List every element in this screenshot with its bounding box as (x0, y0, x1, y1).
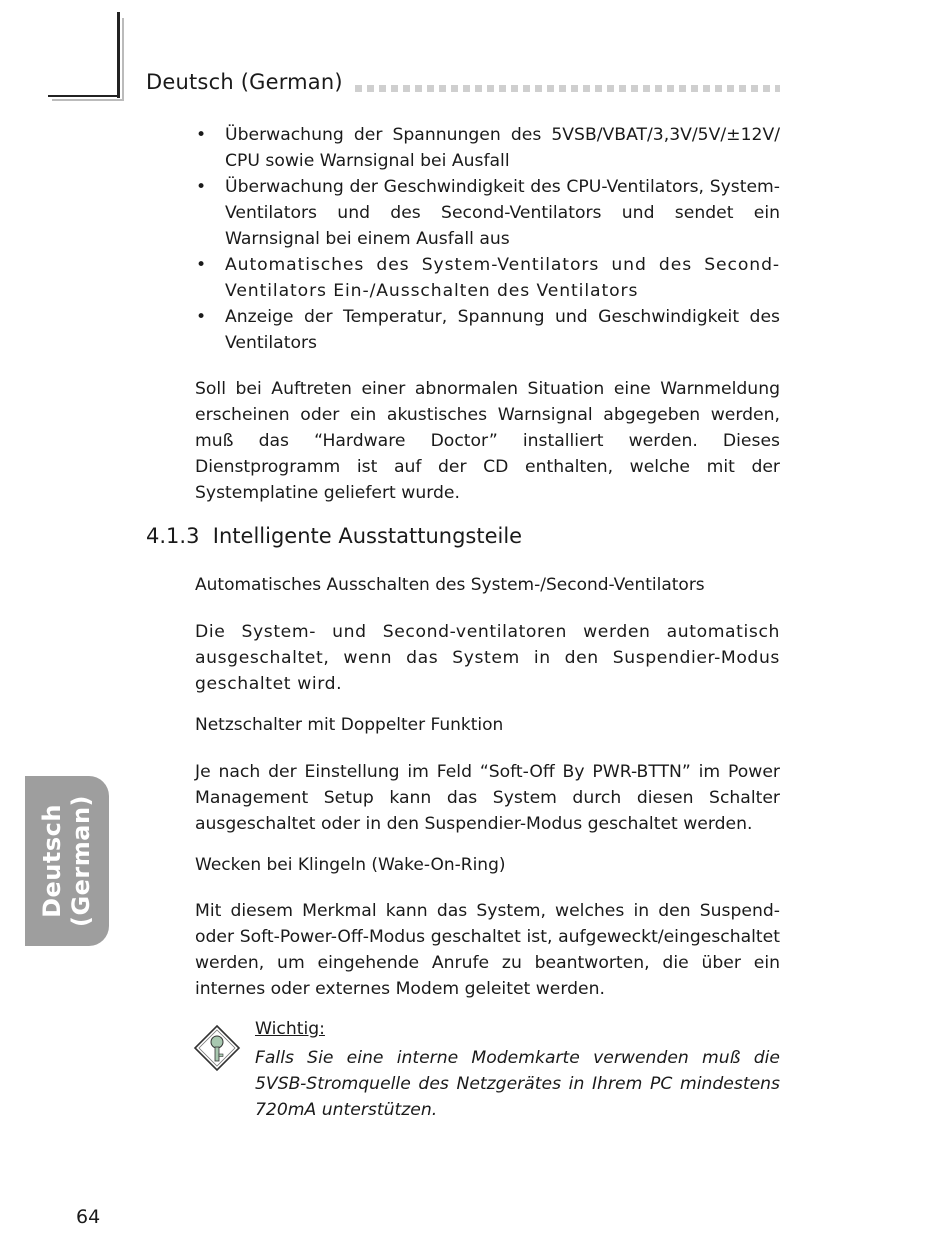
bullet-symbol: • (196, 307, 207, 327)
key-diamond-icon (193, 1024, 241, 1072)
page-number: 64 (76, 1206, 101, 1228)
section-heading (146, 524, 522, 548)
note-text: Falls Sie eine interne Modemkarte verwenden muß die 5VSB-Stromquelle des Netzgerätes in Ihrem PC mindestens 720mA unterstützen. (255, 1048, 797, 1120)
crop-mark-vertical (117, 12, 120, 98)
list-item: • Automatisches des System-Ventilators und des Second-Ventilators Ein-/Ausschalten des Ventilators (195, 252, 780, 304)
section-title: Intelligente Ausstattungsteile (212, 524, 523, 548)
crop-mark-vertical-shadow (122, 18, 124, 100)
list-item: • Anzeige der Temperatur, Spannung und Geschwindigkeit des Ventilators (195, 304, 780, 356)
crop-mark-horizontal (48, 95, 120, 97)
intro-paragraph: Soll bei Auftreten einer abnormalen Situation eine Warnmeldung erscheinen oder ein akustisches Warnsignal abgegeben werden, muß das “Hardware Doctor” installiert werden. Dieses Dienstprogramm ist auf der CD enthalten, welche mit der Systemplatine geliefert wurde. (195, 379, 780, 503)
list-item: • Überwachung der Spannungen des 5VSB/VBAT/3,3V/5V/±12V/ CPU sowie Warnsignal bei Ausfall (195, 122, 780, 174)
page-header-title: Deutsch (German) (146, 70, 343, 94)
subsection-text: Je nach der Einstellung im Feld “Soft-Off By PWR-BTTN” im Power Management Setup kann das System durch diesen Schalter ausgeschaltet oder in den Suspendier-Modus geschaltet werden. (195, 762, 780, 834)
side-tab-label: Deutsch (German) (38, 794, 96, 928)
feature-bullet-list (195, 122, 780, 356)
subsection-heading: Automatisches Ausschalten des System-/Second-Ventilators (195, 575, 705, 595)
list-item: • Überwachung der Geschwindigkeit des CPU-Ventilators, System-Ventilators und des Second-Ventilators und sendet ein Warnsignal bei einem Ausfall aus (195, 174, 780, 252)
header-dot-rule (355, 85, 780, 92)
bullet-symbol: • (196, 125, 207, 145)
subsection-text: Mit diesem Merkmal kann das System, welches in den Suspend- oder Soft-Power-Off-Modus geschaltet ist, aufgeweckt/eingeschaltet werden, um eingehende Anrufe zu beantworten, die über ein internes oder externes Modem geleitet werden. (195, 901, 780, 999)
bullet-symbol: • (196, 177, 207, 197)
side-tab-label-wrap (25, 776, 109, 946)
section-number: 4.1.3 (146, 524, 200, 548)
subsection-heading: Netzschalter mit Doppelter Funktion (195, 715, 504, 735)
bullet-symbol: • (196, 255, 208, 275)
subsection-text: Die System- und Second-ventilatoren werden automatisch ausgeschaltet, wenn das System in den Suspendier-Modus geschaltet wird. (195, 622, 780, 694)
subsection-heading: Wecken bei Klingeln (Wake-On-Ring) (195, 855, 506, 875)
crop-mark-horizontal-shadow (52, 99, 124, 101)
note-title: Wichtig: (255, 1019, 325, 1039)
